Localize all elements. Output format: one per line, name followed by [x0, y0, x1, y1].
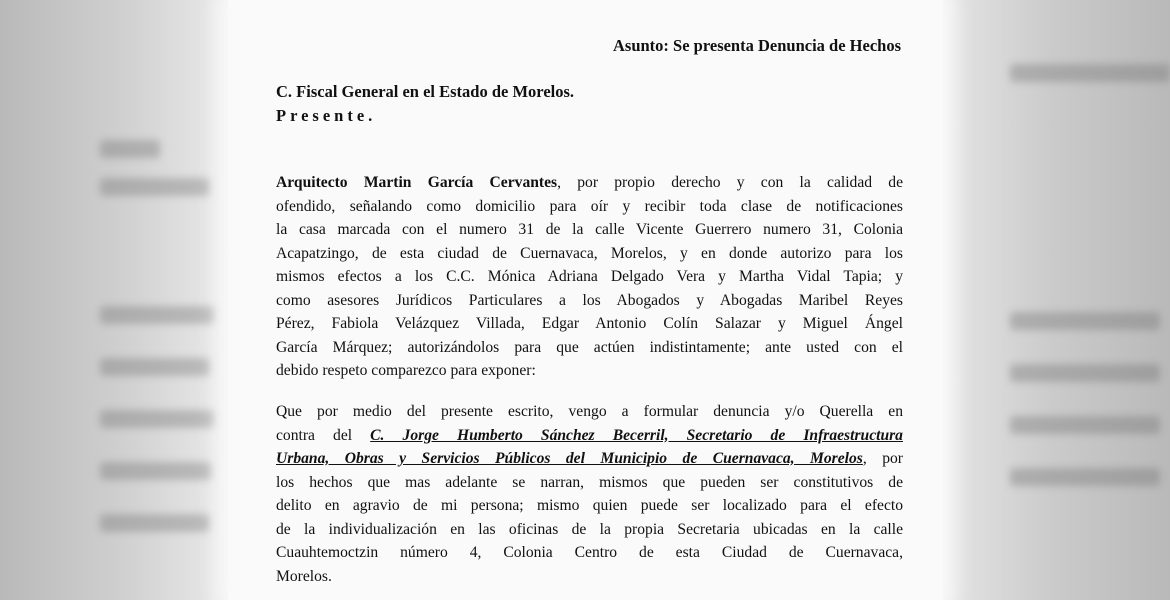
- paragraph1-line: [276, 359, 903, 383]
- paragraph2-line: [276, 518, 903, 542]
- text-segment: Pérez, Fabiola Velázquez Villada, Edgar Antonio Colín Salazar y Miguel Ángel: [276, 315, 903, 332]
- paragraph1-line: [276, 195, 903, 219]
- paragraph2-line: [276, 424, 903, 448]
- paragraph1-line: [276, 336, 903, 360]
- text-segment: contra del: [276, 426, 371, 444]
- text-segment: la casa marcada con el numero 31 de la calle Vicente Guerrero numero 31, Colonia: [276, 221, 903, 238]
- paragraph2-line: [276, 494, 903, 518]
- text-segment: Que por medio del presente escrito, vengo a formular denuncia y/o Querella en: [276, 403, 903, 420]
- paragraph-complaint: [276, 400, 903, 588]
- text-segment: como asesores Jurídicos Particulares a los Abogados y Abogadas Maribel Reyes: [276, 291, 903, 309]
- paragraph2-line: [276, 447, 903, 471]
- salutation-line: Presente.: [276, 106, 377, 125]
- text-segment: delito en agravio de mi persona; mismo quien puede ser localizado para el efecto: [276, 497, 903, 514]
- text-segment: mismos efectos a los C.C. Mónica Adriana Delgado Vera y Martha Vidal Tapia; y: [276, 268, 903, 285]
- text-segment: Cuauhtemoctzin número 4, Colonia Centro de esta Ciudad de Cuernavaca,: [276, 544, 903, 561]
- accused-name: C. Jorge Humberto Sánchez Becerril, Secretario de Infraestructura: [370, 426, 903, 444]
- paragraph2-line: [276, 541, 903, 565]
- subject-line: Asunto: Se presenta Denuncia de Hechos: [612, 36, 901, 55]
- paragraph2-line: [276, 471, 903, 495]
- paragraph1-line: [276, 171, 903, 195]
- text-segment: Morelos.: [276, 567, 332, 585]
- text-segment: , por: [862, 450, 904, 467]
- paragraph1-line: [276, 312, 903, 336]
- paragraph-complainant: [276, 171, 903, 383]
- addressee-line: C. Fiscal General en el Estado de Morelos.: [276, 82, 575, 101]
- paragraph1-line: [276, 218, 903, 242]
- addressee-block: [276, 80, 574, 128]
- blurred-background-right: [955, 0, 1170, 600]
- paragraph1-line: [276, 242, 903, 266]
- text-segment: García Márquez; autorizándolos para que actúen indistintamente; ante usted con el: [276, 338, 903, 356]
- text-segment: ofendido, señalando como domicilio para oír y recibir toda clase de notificaciones: [276, 197, 903, 215]
- text-segment: , por propio derecho y con la calidad de: [557, 174, 903, 191]
- text-segment: los hechos que mas adelante se narran, mismos que pueden ser constitutivos de: [276, 473, 903, 491]
- paragraph2-line: [276, 565, 903, 589]
- paragraph1-line: [276, 265, 903, 289]
- paragraph2-line: [276, 400, 903, 424]
- document-page: [228, 0, 943, 600]
- blurred-background-left: [0, 0, 215, 600]
- text-segment: debido respeto comparezco para exponer:: [276, 362, 536, 379]
- paragraph1-line: [276, 289, 903, 313]
- accused-name: Urbana, Obras y Servicios Públicos del Municipio de Cuernavaca, Morelos: [276, 450, 863, 467]
- text-segment: de la individualización en las oficinas de la propia Secretaria ubicadas en la calle: [276, 520, 903, 538]
- text-segment: Acapatzingo, de esta ciudad de Cuernavaca, Morelos, y en donde autorizo para los: [276, 244, 903, 262]
- complainant-name: Arquitecto Martin García Cervantes: [276, 174, 558, 191]
